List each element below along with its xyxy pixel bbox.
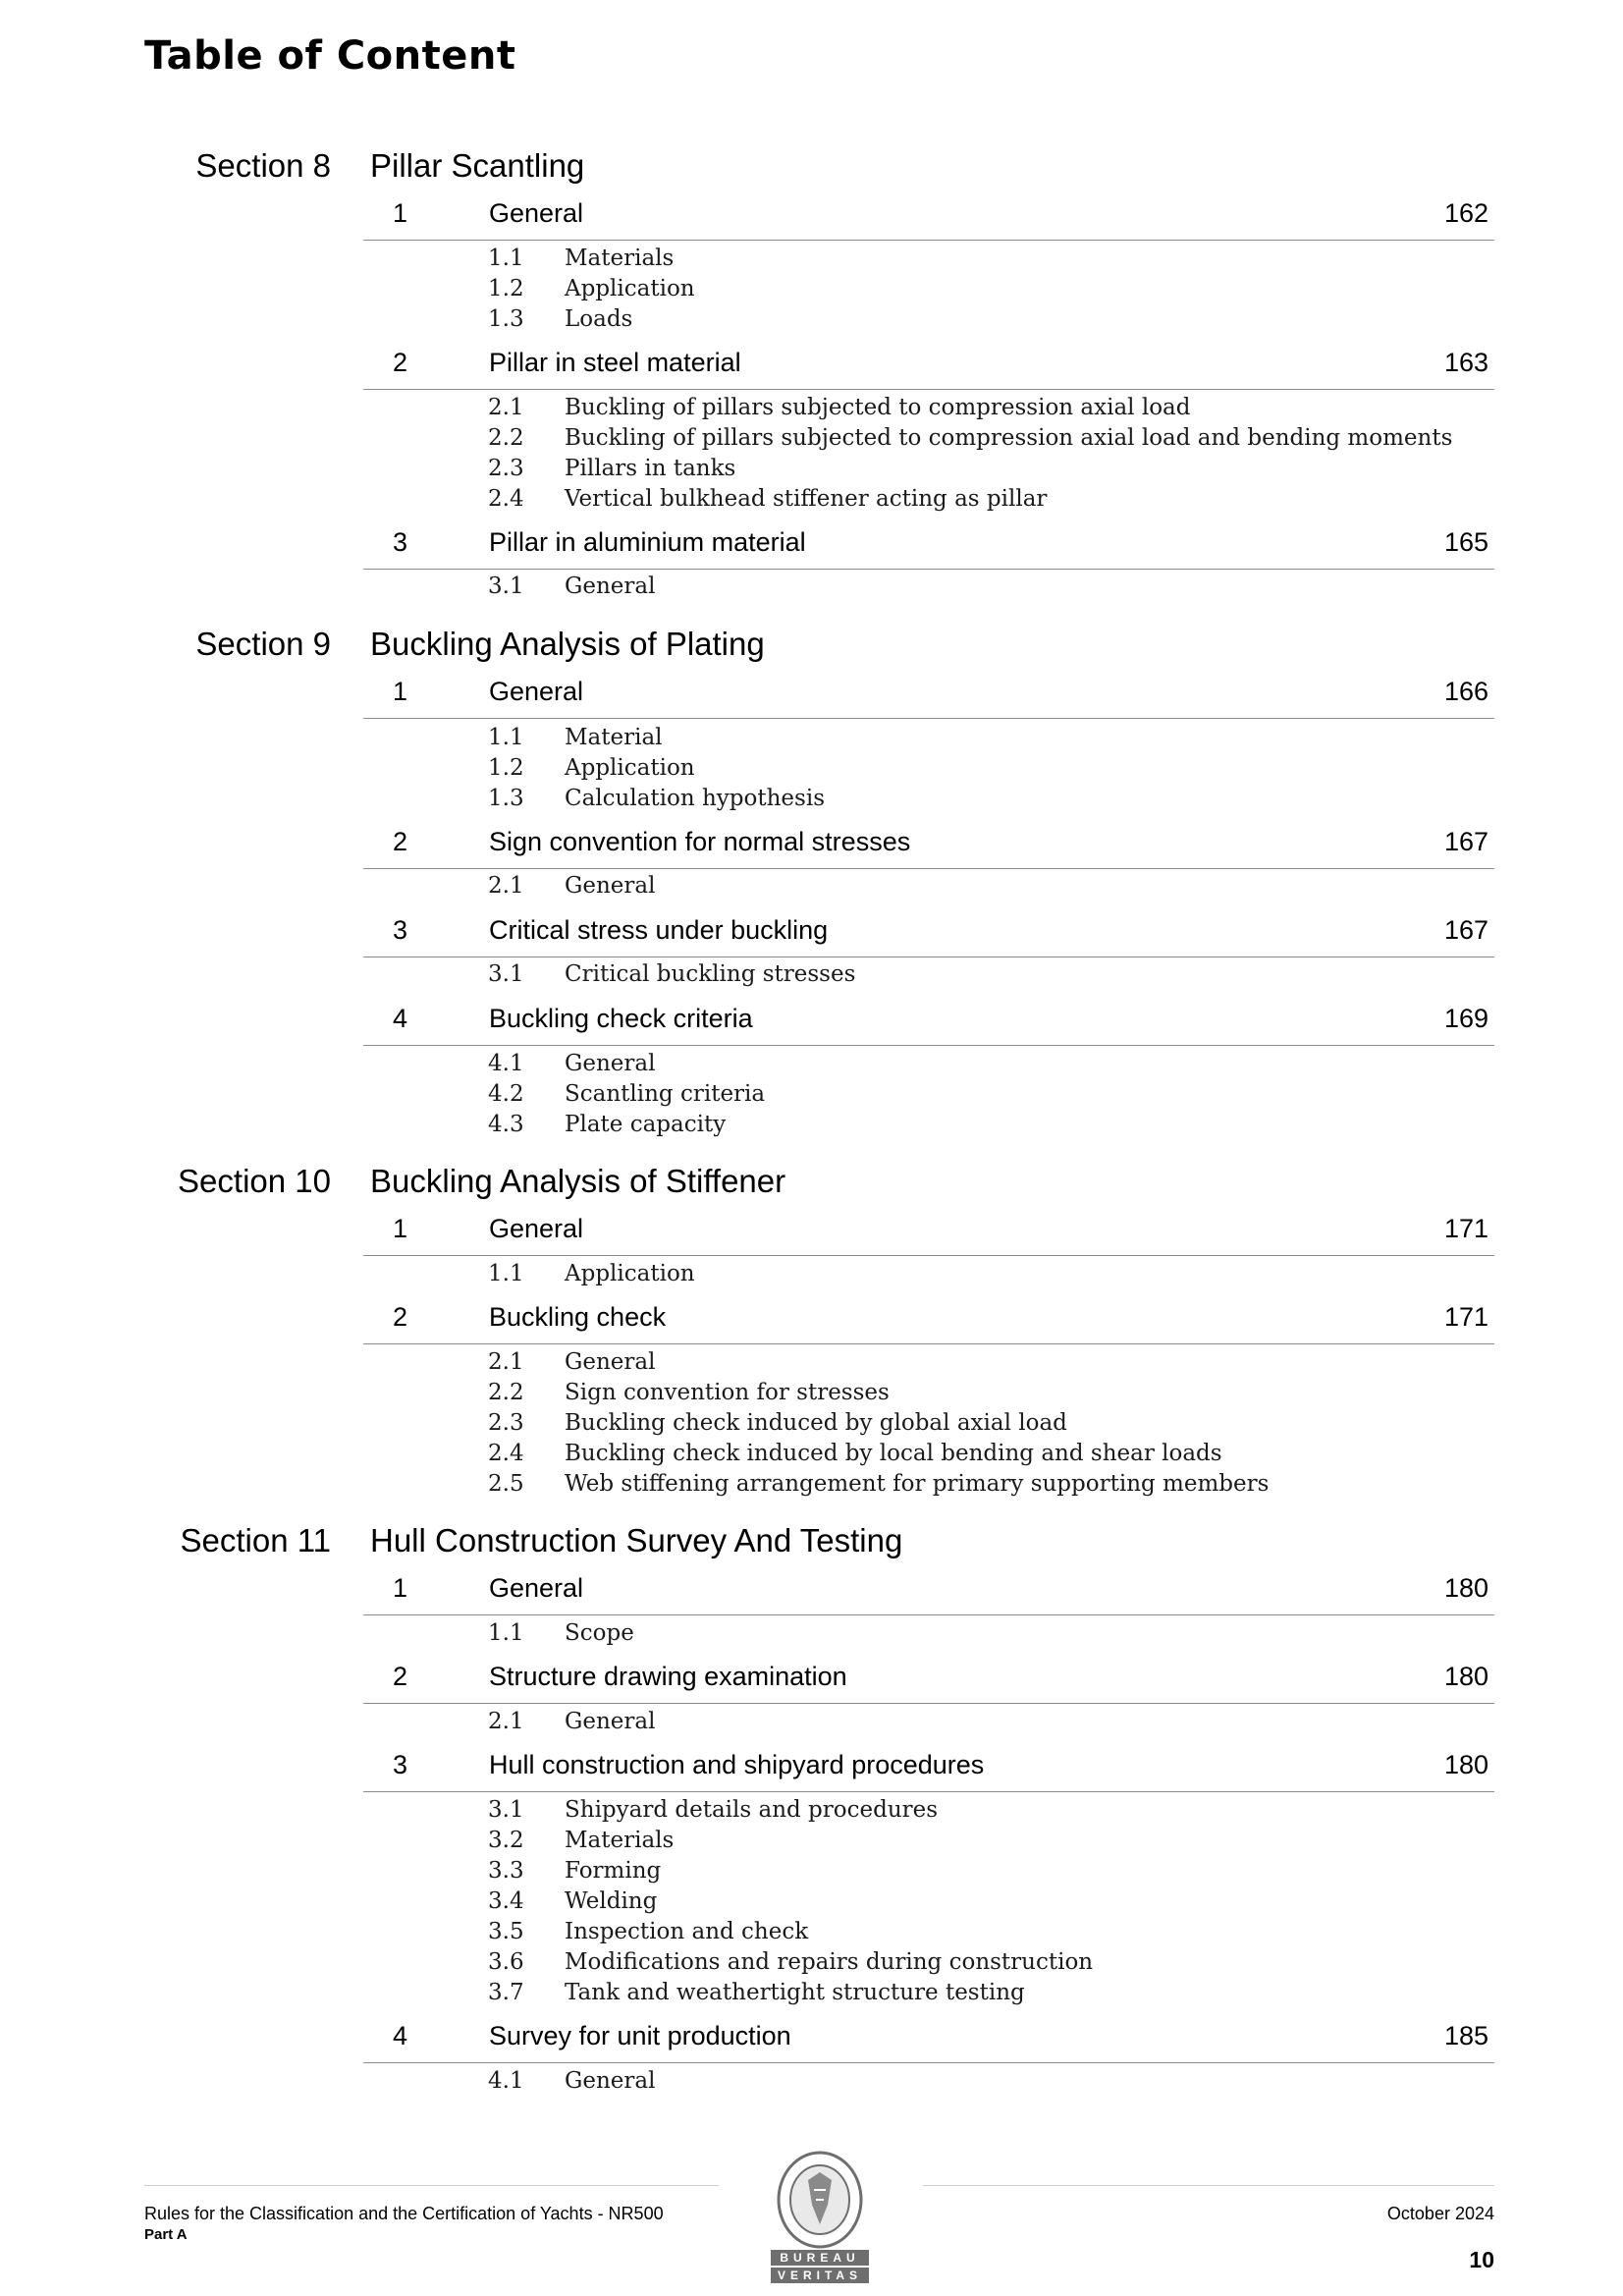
subsection-number: 3.5 bbox=[488, 1919, 524, 1944]
article-page-number: 162 bbox=[1443, 198, 1488, 228]
toc-subsection-row[interactable] bbox=[488, 1797, 938, 1828]
toc-article-row[interactable] bbox=[363, 2017, 1494, 2063]
toc-subsection-row[interactable] bbox=[488, 755, 695, 786]
article-page-number: 165 bbox=[1443, 527, 1488, 557]
section-label: Section 11 bbox=[180, 1522, 331, 1558]
article-title: Survey for unit production bbox=[489, 2021, 791, 2050]
footer-part: Part A bbox=[144, 2226, 188, 2243]
toc-subsection-row[interactable] bbox=[488, 395, 1191, 425]
toc-article-row[interactable] bbox=[363, 194, 1494, 241]
article-title: General bbox=[489, 198, 584, 228]
toc-subsection-row[interactable] bbox=[488, 1471, 1269, 1502]
subsection-title: Modifications and repairs during construction bbox=[565, 1949, 1094, 1975]
toc-subsection-row[interactable] bbox=[488, 574, 655, 604]
toc-subsection-row[interactable] bbox=[488, 1620, 634, 1651]
article-title: General bbox=[489, 677, 584, 706]
subsection-number: 2.2 bbox=[488, 425, 524, 451]
toc-subsection-row[interactable] bbox=[488, 276, 695, 306]
article-number: 4 bbox=[393, 1004, 408, 1033]
subsection-title: Critical buckling stresses bbox=[565, 961, 856, 987]
toc-subsection-row[interactable] bbox=[488, 1919, 808, 1949]
subsection-title: Vertical bulkhead stiffener acting as pillar bbox=[565, 486, 1048, 512]
section-title: Buckling Analysis of Plating bbox=[370, 626, 765, 662]
toc-subsection-row[interactable] bbox=[488, 1349, 655, 1380]
article-page-number: 163 bbox=[1443, 348, 1488, 377]
subsection-title: Scantling criteria bbox=[565, 1081, 766, 1107]
subsection-number: 2.1 bbox=[488, 873, 524, 899]
toc-article-row[interactable] bbox=[363, 1000, 1494, 1046]
subsection-title: Inspection and check bbox=[565, 1919, 809, 1944]
section-title: Pillar Scantling bbox=[370, 147, 585, 184]
toc-article-row[interactable] bbox=[363, 911, 1494, 957]
subsection-title: Calculation hypothesis bbox=[565, 786, 826, 811]
subsection-number: 1.2 bbox=[488, 755, 524, 781]
subsection-title: General bbox=[565, 574, 656, 599]
page-title: Table of Content bbox=[144, 33, 516, 79]
subsection-number: 3.2 bbox=[488, 1828, 524, 1853]
subsection-number: 3.1 bbox=[488, 961, 524, 987]
subsection-title: Buckling check induced by local bending and shear loads bbox=[565, 1441, 1222, 1466]
subsection-title: Buckling of pillars subjected to compression axial load bbox=[565, 395, 1191, 420]
subsection-title: Buckling check induced by global axial load bbox=[565, 1410, 1067, 1436]
subsection-title: General bbox=[565, 1349, 656, 1375]
subsection-number: 3.4 bbox=[488, 1888, 524, 1914]
subsection-title: Materials bbox=[565, 246, 675, 271]
section-label: Section 8 bbox=[195, 147, 331, 184]
section-label: Section 10 bbox=[178, 1163, 331, 1199]
subsection-title: Welding bbox=[565, 1888, 658, 1914]
subsection-number: 2.1 bbox=[488, 1349, 524, 1375]
subsection-number: 2.2 bbox=[488, 1380, 524, 1405]
toc-subsection-row[interactable] bbox=[488, 1980, 1025, 2010]
toc-subsection-row[interactable] bbox=[488, 1858, 661, 1888]
toc-article-row[interactable] bbox=[363, 673, 1494, 719]
subsection-number: 1.3 bbox=[488, 786, 524, 811]
toc-article-row[interactable] bbox=[363, 344, 1494, 390]
subsection-number: 1.1 bbox=[488, 725, 524, 750]
footer-divider-left bbox=[144, 2185, 719, 2186]
article-number: 3 bbox=[393, 915, 408, 945]
article-page-number: 167 bbox=[1443, 827, 1488, 856]
toc-subsection-row[interactable] bbox=[488, 1709, 655, 1739]
article-title: General bbox=[489, 1214, 584, 1243]
article-number: 1 bbox=[393, 1214, 408, 1243]
article-title: Structure drawing examination bbox=[489, 1662, 847, 1691]
toc-subsection-row[interactable] bbox=[488, 306, 632, 337]
footer-date: October 2024 bbox=[1386, 2204, 1494, 2223]
article-page-number: 180 bbox=[1443, 1750, 1488, 1779]
subsection-title: Forming bbox=[565, 1858, 662, 1884]
subsection-title: General bbox=[565, 1051, 656, 1076]
article-title: General bbox=[489, 1573, 584, 1603]
toc-article-row[interactable] bbox=[363, 823, 1494, 869]
subsection-title: Application bbox=[565, 755, 695, 781]
subsection-number: 2.1 bbox=[488, 395, 524, 420]
subsection-number: 3.6 bbox=[488, 1949, 524, 1975]
subsection-number: 1.1 bbox=[488, 1620, 524, 1646]
toc-subsection-row[interactable] bbox=[488, 1112, 726, 1142]
logo-word-veritas: VERITAS bbox=[771, 2268, 869, 2283]
article-page-number: 171 bbox=[1443, 1214, 1488, 1243]
subsection-title: Materials bbox=[565, 1828, 675, 1853]
article-page-number: 166 bbox=[1443, 677, 1488, 706]
subsection-number: 2.4 bbox=[488, 486, 524, 512]
subsection-title: Material bbox=[565, 725, 663, 750]
article-number: 1 bbox=[393, 198, 408, 228]
article-title: Pillar in aluminium material bbox=[489, 527, 806, 557]
toc-subsection-row[interactable] bbox=[488, 961, 855, 992]
toc-subsection-row[interactable] bbox=[488, 1949, 1093, 1980]
toc-subsection-row[interactable] bbox=[488, 1261, 695, 1291]
article-number: 4 bbox=[393, 2021, 408, 2050]
subsection-title: Tank and weathertight structure testing bbox=[565, 1980, 1025, 2005]
subsection-title: Scope bbox=[565, 1620, 634, 1646]
subsection-number: 4.1 bbox=[488, 1051, 524, 1076]
subsection-number: 1.2 bbox=[488, 276, 524, 301]
toc-article-row[interactable] bbox=[363, 1298, 1494, 1344]
subsection-number: 3.1 bbox=[488, 1797, 524, 1823]
section-title: Hull Construction Survey And Testing bbox=[370, 1522, 903, 1558]
section-label: Section 9 bbox=[195, 626, 331, 662]
subsection-title: Plate capacity bbox=[565, 1112, 727, 1137]
article-number: 2 bbox=[393, 1302, 408, 1332]
article-number: 2 bbox=[393, 1662, 408, 1691]
subsection-title: Shipyard details and procedures bbox=[565, 1797, 939, 1823]
footer-page-number: 10 bbox=[1469, 2247, 1494, 2272]
subsection-number: 4.3 bbox=[488, 1112, 524, 1137]
subsection-title: Buckling of pillars subjected to compression axial load and bending moments bbox=[565, 425, 1453, 451]
toc-subsection-row[interactable] bbox=[488, 425, 1452, 456]
footer-document-title: Rules for the Classification and the Certification of Yachts - NR500 bbox=[144, 2204, 664, 2223]
subsection-number: 2.3 bbox=[488, 456, 524, 481]
toc-article-row[interactable] bbox=[363, 1746, 1494, 1792]
subsection-number: 1.3 bbox=[488, 306, 524, 332]
footer-divider-right bbox=[923, 2185, 1494, 2186]
article-title: Critical stress under buckling bbox=[489, 915, 829, 945]
article-page-number: 167 bbox=[1443, 915, 1488, 945]
subsection-title: Sign convention for stresses bbox=[565, 1380, 890, 1405]
toc-subsection-row[interactable] bbox=[488, 486, 1047, 517]
subsection-title: Web stiffening arrangement for primary supporting members bbox=[565, 1471, 1270, 1497]
article-title: Buckling check bbox=[489, 1302, 667, 1332]
article-title: Sign convention for normal stresses bbox=[489, 827, 911, 856]
subsection-number: 2.1 bbox=[488, 1709, 524, 1734]
article-number: 3 bbox=[393, 527, 408, 557]
subsection-number: 3.7 bbox=[488, 1980, 524, 2005]
subsection-number: 4.1 bbox=[488, 2068, 524, 2094]
article-title: Buckling check criteria bbox=[489, 1004, 753, 1033]
toc-subsection-row[interactable] bbox=[488, 873, 655, 903]
toc-subsection-row[interactable] bbox=[488, 1828, 674, 1858]
subsection-title: Application bbox=[565, 1261, 695, 1286]
toc-subsection-row[interactable] bbox=[488, 1051, 655, 1081]
subsection-number: 1.1 bbox=[488, 246, 524, 271]
toc-article-row[interactable] bbox=[363, 1569, 1494, 1615]
article-number: 3 bbox=[393, 1750, 408, 1779]
section-title: Buckling Analysis of Stiffener bbox=[370, 1163, 786, 1199]
subsection-title: General bbox=[565, 1709, 656, 1734]
subsection-number: 3.1 bbox=[488, 574, 524, 599]
toc-article-row[interactable] bbox=[363, 1210, 1494, 1256]
article-page-number: 171 bbox=[1443, 1302, 1488, 1332]
subsection-title: Application bbox=[565, 276, 695, 301]
toc-subsection-row[interactable] bbox=[488, 1081, 765, 1112]
subsection-title: General bbox=[565, 873, 656, 899]
toc-subsection-row[interactable] bbox=[488, 1441, 1222, 1471]
toc-article-row[interactable] bbox=[363, 523, 1494, 570]
subsection-number: 2.3 bbox=[488, 1410, 524, 1436]
article-page-number: 169 bbox=[1443, 1004, 1488, 1033]
toc-subsection-row[interactable] bbox=[488, 725, 663, 755]
subsection-number: 4.2 bbox=[488, 1081, 524, 1107]
article-title: Hull construction and shipyard procedures bbox=[489, 1750, 985, 1779]
toc-subsection-row[interactable] bbox=[488, 246, 674, 276]
article-number: 2 bbox=[393, 348, 408, 377]
toc-subsection-row[interactable] bbox=[488, 2068, 655, 2099]
article-number: 1 bbox=[393, 677, 408, 706]
subsection-number: 2.4 bbox=[488, 1441, 524, 1466]
article-page-number: 180 bbox=[1443, 1573, 1488, 1603]
toc-subsection-row[interactable] bbox=[488, 1410, 1067, 1441]
article-page-number: 180 bbox=[1443, 1662, 1488, 1691]
toc-subsection-row[interactable] bbox=[488, 1888, 657, 1919]
subsection-number: 1.1 bbox=[488, 1261, 524, 1286]
article-number: 1 bbox=[393, 1573, 408, 1603]
toc-subsection-row[interactable] bbox=[488, 786, 825, 816]
toc-article-row[interactable] bbox=[363, 1658, 1494, 1704]
article-title: Pillar in steel material bbox=[489, 348, 741, 377]
subsection-title: Pillars in tanks bbox=[565, 456, 736, 481]
subsection-title: Loads bbox=[565, 306, 633, 332]
toc-subsection-row[interactable] bbox=[488, 1380, 890, 1410]
subsection-number: 3.3 bbox=[488, 1858, 524, 1884]
toc-subsection-row[interactable] bbox=[488, 456, 735, 486]
article-page-number: 185 bbox=[1443, 2021, 1488, 2050]
article-number: 2 bbox=[393, 827, 408, 856]
subsection-title: General bbox=[565, 2068, 656, 2094]
subsection-number: 2.5 bbox=[488, 1471, 524, 1497]
logo-word-bureau: BUREAU bbox=[771, 2250, 869, 2266]
